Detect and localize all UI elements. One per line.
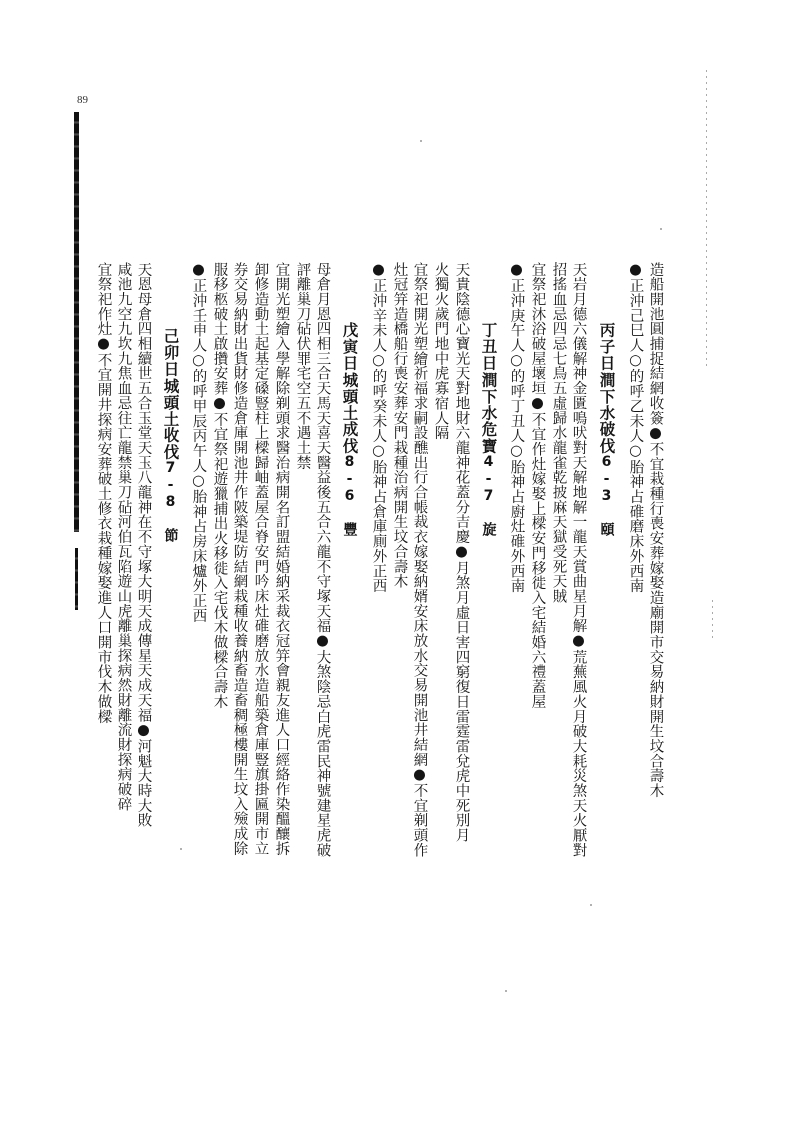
day-star: 伐 — [340, 437, 360, 454]
text-column: 服移柩破土啟攢安葬●不宜祭祀遊獵捕出火移徙入宅伐木做樑合壽木 — [211, 262, 228, 709]
day-officer: 危 — [479, 421, 499, 438]
text-column: 券交易納財出貨財修造倉庫開池井作陂築堤防結網栽種收養納畜造畜稠極樓開生坟入殮成除 — [231, 262, 248, 856]
text-column: 灶冠笄造橋船行喪安葬安門栽種治病開生坟合壽木 — [391, 262, 408, 589]
page-number: 89 — [77, 94, 88, 106]
day-header — [163, 328, 211, 543]
hexagram-annotation: 8-6 豐 — [341, 454, 358, 537]
scan-right-edge-mark — [706, 70, 707, 370]
day-star: 伐 — [597, 437, 617, 454]
text-column: 宜開光塑繪入學解除剃頭求醫治病開名訂盟結婚納采裁衣冠笄會親友進人口經絡作染醞釀拆 — [273, 262, 290, 856]
day-star: 伐 — [161, 443, 181, 460]
day-officer: 破 — [597, 421, 617, 438]
scan-speck — [505, 990, 507, 992]
scan-speck — [660, 228, 662, 230]
hexagram-annotation: 4-7 旋 — [480, 454, 497, 537]
text-column: 母倉月恩四相三合天馬天喜天醫益後五合六龍不守塚天福●大煞陰忌白虎雷民神號建星虎破 — [314, 262, 331, 858]
binding-edge-lower — [75, 548, 78, 610]
day-header — [599, 322, 647, 537]
text-column: ●正沖己巳人○的呼乙未人○胎神占碓磨床外西南 — [627, 262, 644, 594]
day-officer: 收 — [161, 427, 181, 444]
text-column: 宜祭祀沐浴破屋壞垣●不宜作灶嫁娶上樑安門移徙入宅結婚六禮蓋屋 — [529, 262, 546, 709]
text-column: 天岩月德六儀解神金匱鳴吠對天解地解一龍天賞曲星月解●荒蕪風火月破大耗災煞天火厭對 — [570, 262, 587, 858]
text-column: 招搖血忌四忌七鳥五虛歸水龍雀乾披麻天獄受死天賊 — [550, 262, 567, 604]
text-column: 咸池九空九坎九焦血忌往亡龍禁巢刀砧河伯瓦陷遊山虎離巢探病然財離流財探病破碎 — [115, 262, 132, 812]
scan-speck — [590, 904, 592, 906]
text-column: ●正沖辛未人○的呼癸未人○胎神占倉庫廁外正西 — [370, 262, 387, 594]
binding-edge — [74, 112, 79, 532]
day-header — [342, 322, 390, 537]
day-officer: 成 — [340, 421, 360, 438]
text-column: 天恩母倉四相續世五合玉堂天玉八龍神在不守塚大明天成傳星天成天福●河魁大時大敗 — [135, 262, 152, 828]
scan-speck — [180, 848, 182, 850]
day-date: 戊寅日 — [340, 322, 360, 372]
scan-speck — [420, 140, 422, 142]
day-element: 澗下水 — [597, 371, 617, 421]
day-element: 城頭土 — [161, 377, 181, 427]
hexagram-annotation: 7-8 節 — [162, 460, 179, 543]
day-header — [481, 322, 529, 537]
text-column: 宜祭祀作灶●不宜開井探病安葬破土修衣栽種嫁娶進人口開市伐木做樑 — [95, 262, 112, 724]
day-date: 丙子日 — [597, 322, 617, 372]
day-date: 丁丑日 — [479, 322, 499, 372]
text-column: 火獨火歲門地中虎寡宿人隔 — [432, 262, 449, 441]
text-column: ●正沖庚午人○的呼丁丑人○胎神占廚灶碓外西南 — [508, 262, 525, 594]
text-column: 卸修造動土起基定磉豎柱上樑歸岫蓋屋合脊安門吟床灶碓磨放水造船築倉庫豎旗掛匾開市立 — [252, 262, 269, 856]
text-column: 造船開池圓捕捉結網收簽●不宜栽種行喪安葬嫁娶造廟開市交易納財開生坟合壽木 — [647, 262, 664, 799]
hexagram-annotation: 6-3 頤 — [598, 454, 615, 537]
text-column: ●正沖壬申人○的呼甲辰丙午人○胎神占房床爐外正西 — [190, 262, 207, 623]
text-column: 評離巢刀砧伏罪宅空五不遇土禁 — [294, 262, 311, 470]
day-element: 城頭土 — [340, 371, 360, 421]
day-star: 寶 — [479, 437, 499, 454]
scan-right-edge-mark — [712, 600, 713, 640]
day-element: 澗下水 — [479, 371, 499, 421]
text-column: 宜祭祀開光塑繪祈福求嗣設醮出行合帳裁衣嫁娶納婿安床放水交易開池井結網●不宜剃頭作 — [411, 262, 428, 858]
text-column: 天貴陰德心寶光天對地財六龍神花蓋分吉慶●月煞月虛日害四窮復日雷霆雷兌虎中死別月 — [453, 262, 470, 843]
day-date: 己卯日 — [161, 328, 181, 378]
